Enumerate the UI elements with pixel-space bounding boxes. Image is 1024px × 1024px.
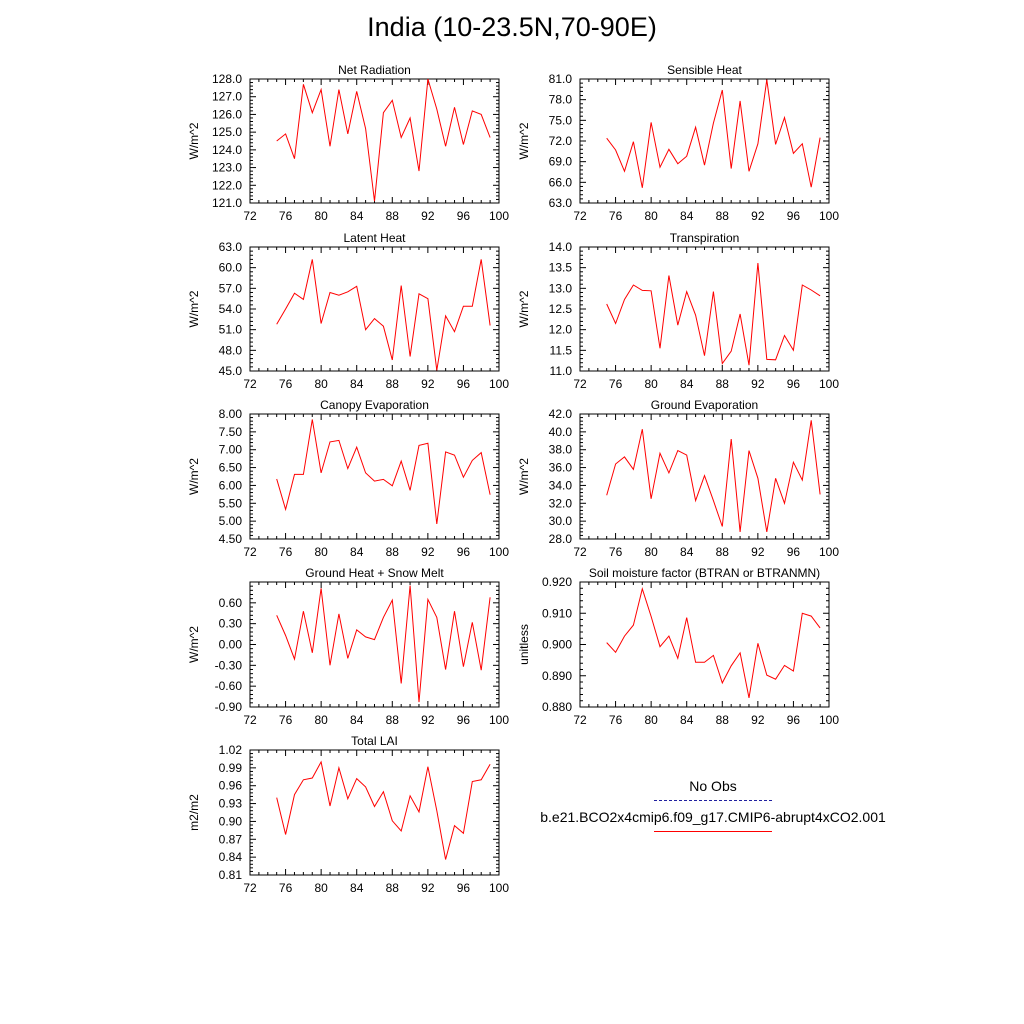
y-tick-label: 0.93 [218, 796, 242, 811]
y-tick-label: 75.0 [548, 113, 572, 128]
x-tick-label: 96 [456, 545, 471, 559]
series-line [607, 420, 820, 532]
x-tick-label: 80 [314, 881, 328, 895]
y-tick-label: 11.0 [549, 364, 572, 378]
x-tick-label: 96 [786, 545, 801, 559]
x-tick-label: 72 [573, 377, 587, 391]
x-tick-label: 72 [573, 545, 587, 559]
series-line [277, 79, 490, 201]
y-axis-label: unitless [517, 624, 531, 665]
x-tick-label: 100 [488, 377, 510, 391]
chart-panel-5 [517, 398, 839, 559]
x-tick-label: 96 [456, 713, 471, 727]
x-tick-label: 88 [385, 377, 399, 391]
x-tick-label: 80 [644, 377, 658, 391]
y-tick-label: 0.910 [541, 606, 572, 621]
y-axis-label: W/m^2 [187, 458, 201, 495]
series-line [277, 419, 490, 524]
y-tick-label: 45.0 [218, 364, 242, 378]
x-tick-label: 72 [243, 377, 257, 391]
y-tick-label: 4.50 [218, 532, 242, 546]
x-tick-label: 80 [314, 209, 328, 223]
y-tick-label: 42.0 [548, 407, 572, 421]
x-tick-label: 76 [608, 713, 623, 727]
series-line [277, 762, 490, 860]
series-line [277, 586, 490, 703]
y-tick-label: -0.30 [214, 658, 242, 673]
y-tick-label: 126.0 [211, 107, 242, 122]
x-tick-label: 80 [314, 377, 328, 391]
y-tick-label: 0.900 [541, 637, 572, 652]
x-tick-label: 76 [278, 713, 293, 727]
chart-panel-7 [517, 566, 839, 727]
y-tick-label: 13.0 [548, 281, 572, 296]
x-tick-label: 96 [786, 377, 801, 391]
legend-obs-label: No Obs [689, 778, 737, 794]
x-tick-label: 84 [350, 377, 364, 391]
y-tick-label: 30.0 [548, 514, 572, 529]
x-tick-label: 84 [680, 545, 694, 559]
plot-frame [250, 750, 499, 875]
panel-title: Latent Heat [343, 231, 406, 245]
chart-panel-1 [517, 63, 839, 223]
x-tick-label: 80 [314, 545, 328, 559]
y-axis-label: W/m^2 [517, 290, 531, 328]
y-tick-label: 0.84 [218, 850, 242, 865]
y-tick-label: 123.0 [211, 160, 242, 175]
x-tick-label: 92 [751, 713, 765, 727]
y-tick-label: 127.0 [211, 89, 242, 104]
x-tick-label: 96 [456, 377, 471, 391]
y-tick-label: 63.0 [218, 240, 242, 254]
panel-title: Net Radiation [338, 63, 411, 77]
x-tick-label: 84 [350, 209, 364, 223]
chart-panel-0 [187, 63, 509, 223]
y-tick-label: 51.0 [218, 322, 242, 337]
y-tick-label: 0.60 [218, 595, 242, 610]
y-tick-label: 6.00 [218, 478, 242, 493]
chart-panel-3 [517, 231, 839, 391]
y-tick-label: 0.96 [218, 778, 242, 793]
y-tick-label: 0.880 [541, 700, 572, 714]
x-tick-label: 72 [243, 713, 257, 727]
x-tick-label: 72 [243, 881, 257, 895]
x-tick-label: 92 [751, 209, 765, 223]
y-tick-label: 7.50 [218, 424, 242, 439]
y-tick-label: 6.50 [218, 460, 242, 475]
y-tick-label: 14.0 [548, 240, 572, 254]
series-line [607, 80, 820, 188]
y-tick-label: 8.00 [218, 407, 242, 421]
y-tick-label: 122.0 [211, 178, 242, 193]
x-tick-label: 92 [421, 881, 435, 895]
x-tick-label: 88 [715, 545, 729, 559]
x-tick-label: 100 [818, 209, 840, 223]
x-tick-label: 76 [278, 881, 293, 895]
y-tick-label: 66.0 [548, 175, 572, 190]
y-tick-label: 28.0 [548, 532, 572, 546]
x-tick-label: 84 [350, 713, 364, 727]
y-tick-label: 78.0 [548, 92, 572, 107]
y-axis-label: W/m^2 [187, 290, 201, 328]
y-axis-label: W/m^2 [187, 626, 201, 663]
y-tick-label: 32.0 [548, 496, 572, 511]
y-tick-label: 124.0 [211, 142, 242, 157]
y-tick-label: 38.0 [548, 442, 572, 457]
y-tick-label: 0.920 [541, 575, 572, 589]
plot-frame [250, 582, 499, 707]
y-tick-label: 5.50 [218, 496, 242, 511]
y-tick-label: 0.81 [218, 868, 242, 882]
y-tick-label: 0.87 [218, 832, 242, 847]
panel-title: Total LAI [351, 734, 398, 748]
x-tick-label: 92 [751, 545, 765, 559]
plot-frame [580, 79, 829, 203]
x-tick-label: 76 [608, 209, 623, 223]
panel-title: Soil moisture factor (BTRAN or BTRANMN) [588, 566, 821, 580]
x-tick-label: 88 [385, 545, 399, 559]
y-tick-label: 7.00 [218, 442, 242, 457]
x-tick-label: 80 [644, 713, 658, 727]
y-tick-label: 13.5 [548, 260, 572, 275]
y-tick-label: 12.0 [548, 322, 572, 337]
x-tick-label: 76 [278, 545, 293, 559]
y-tick-label: -0.90 [214, 700, 242, 714]
y-tick-label: 40.0 [548, 424, 572, 439]
x-tick-label: 76 [278, 377, 293, 391]
y-tick-label: 57.0 [218, 281, 242, 296]
x-tick-label: 96 [456, 209, 471, 223]
x-tick-label: 72 [573, 209, 587, 223]
x-tick-label: 92 [421, 377, 435, 391]
x-tick-label: 92 [421, 209, 435, 223]
x-tick-label: 92 [751, 377, 765, 391]
y-tick-label: 5.00 [218, 514, 242, 529]
figure-title: India (10-23.5N,70-90E) [367, 12, 657, 42]
y-tick-label: 54.0 [218, 302, 242, 316]
panel-title: Transpiration [669, 231, 740, 245]
panel-title: Ground Evaporation [650, 398, 759, 412]
y-tick-label: 69.0 [548, 154, 572, 169]
plot-frame [250, 414, 499, 539]
x-tick-label: 76 [608, 377, 623, 391]
y-tick-label: 63.0 [548, 196, 572, 210]
y-tick-label: 72.0 [548, 134, 572, 148]
x-tick-label: 100 [488, 713, 510, 727]
y-tick-label: 0.99 [218, 760, 242, 775]
panel-title: Sensible Heat [667, 63, 742, 77]
x-tick-label: 96 [456, 881, 471, 895]
series-line [277, 259, 490, 370]
y-tick-label: 34.0 [548, 478, 572, 493]
x-tick-label: 88 [385, 881, 399, 895]
x-tick-label: 84 [350, 545, 364, 559]
y-tick-label: 12.5 [548, 302, 572, 316]
y-tick-label: 1.02 [218, 743, 242, 757]
chart-panel-4 [187, 398, 509, 559]
x-tick-label: 96 [786, 209, 801, 223]
x-tick-label: 84 [350, 881, 364, 895]
legend-run-line [654, 831, 772, 832]
x-tick-label: 100 [488, 545, 510, 559]
x-tick-label: 92 [421, 713, 435, 727]
y-tick-label: 0.00 [218, 637, 242, 652]
x-tick-label: 88 [715, 377, 729, 391]
x-tick-label: 84 [680, 377, 694, 391]
y-tick-label: 11.5 [549, 343, 572, 358]
y-axis-label: W/m^2 [187, 122, 201, 160]
x-tick-label: 80 [644, 209, 658, 223]
panel-title: Ground Heat + Snow Melt [305, 566, 444, 580]
y-axis-label: W/m^2 [517, 458, 531, 495]
x-tick-label: 84 [680, 713, 694, 727]
x-tick-label: 76 [278, 209, 293, 223]
chart-panel-8 [187, 734, 509, 895]
y-axis-label: W/m^2 [517, 122, 531, 160]
y-tick-label: 128.0 [211, 72, 242, 86]
x-tick-label: 100 [488, 881, 510, 895]
x-tick-label: 100 [818, 713, 840, 727]
x-tick-label: 72 [243, 209, 257, 223]
y-tick-label: 0.90 [218, 814, 242, 829]
x-tick-label: 88 [385, 209, 399, 223]
y-tick-label: 48.0 [218, 343, 242, 358]
legend [530, 778, 896, 832]
chart-panel-2 [187, 231, 509, 391]
y-tick-label: 81.0 [548, 72, 572, 86]
x-tick-label: 96 [786, 713, 801, 727]
x-tick-label: 88 [715, 209, 729, 223]
x-tick-label: 88 [385, 713, 399, 727]
y-tick-label: 0.890 [541, 668, 572, 683]
series-line [607, 263, 820, 365]
plot-frame [250, 79, 499, 203]
y-tick-label: 60.0 [218, 260, 242, 275]
plot-frame [250, 247, 499, 371]
y-tick-label: 36.0 [548, 460, 572, 475]
y-tick-label: 121.0 [211, 196, 242, 210]
x-tick-label: 100 [488, 209, 510, 223]
y-tick-label: 125.0 [211, 125, 242, 140]
x-tick-label: 72 [573, 713, 587, 727]
series-line [607, 589, 820, 698]
y-tick-label: -0.60 [214, 679, 242, 694]
plot-frame [580, 582, 829, 707]
x-tick-label: 80 [644, 545, 658, 559]
x-tick-label: 88 [715, 713, 729, 727]
chart-panel-6 [187, 566, 509, 727]
legend-run-label: b.e21.BCO2x4cmip6.f09_g17.CMIP6-abrupt4xCO2.001 [540, 809, 886, 825]
x-tick-label: 100 [818, 377, 840, 391]
legend-obs-line [654, 800, 772, 801]
x-tick-label: 76 [608, 545, 623, 559]
x-tick-label: 72 [243, 545, 257, 559]
panel-title: Canopy Evaporation [320, 398, 429, 412]
x-tick-label: 80 [314, 713, 328, 727]
y-axis-label: m2/m2 [187, 794, 201, 831]
x-tick-label: 92 [421, 545, 435, 559]
y-tick-label: 0.30 [218, 616, 242, 631]
x-tick-label: 100 [818, 545, 840, 559]
x-tick-label: 84 [680, 209, 694, 223]
